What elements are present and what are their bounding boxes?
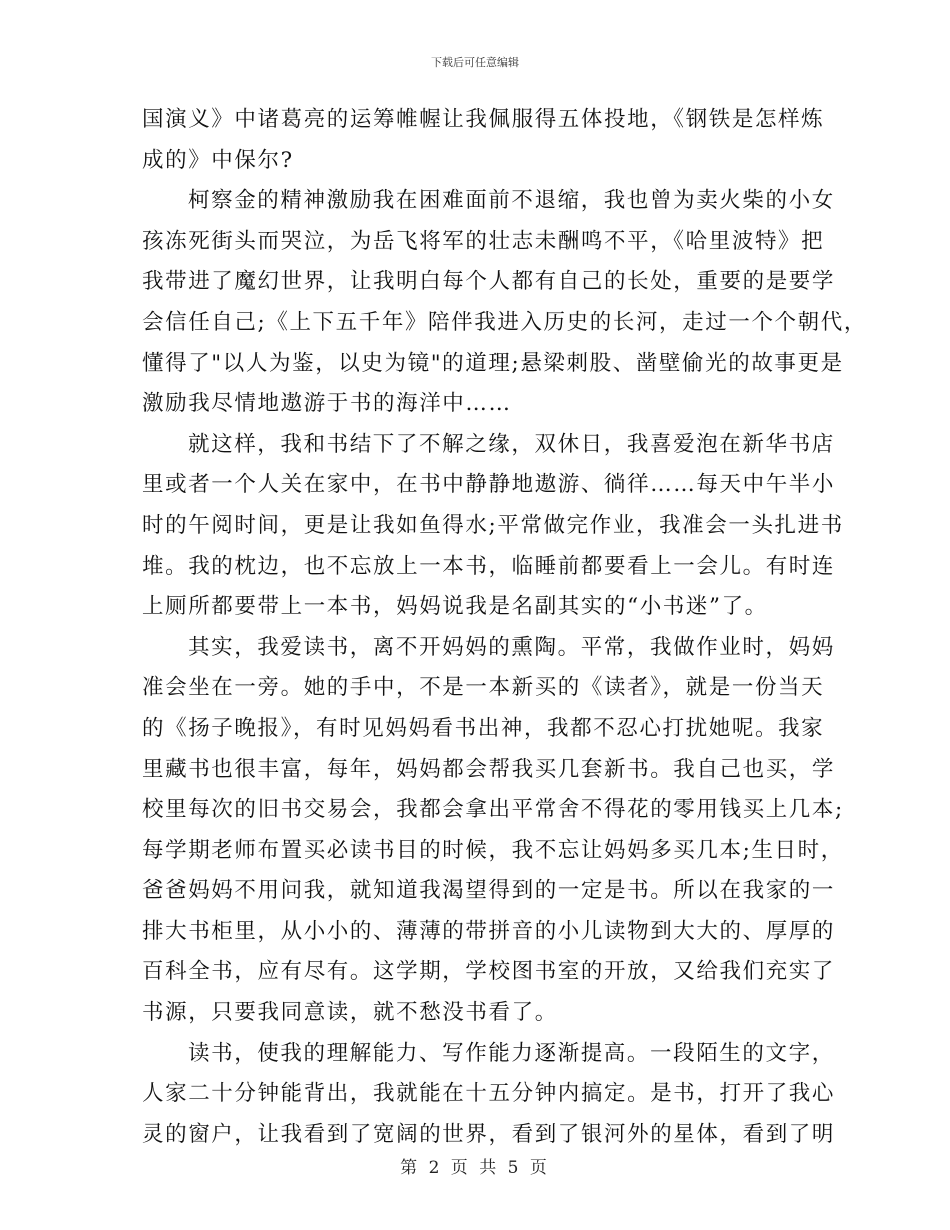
- text-line: 里或者一个人关在家中，在书中静静地遨游、徜徉……每天中午半小: [142, 472, 836, 498]
- page-number-footer: 第 2 页 共 5 页: [400, 1158, 550, 1178]
- text-line: 激励我尽情地遨游于书的海洋中……: [142, 391, 512, 417]
- text-line: 国演义》中诸葛亮的运筹帷幄让我佩服得五体投地，《钢铁是怎样炼: [142, 107, 825, 132]
- text-line: 会信任自己;《上下五千年》陪伴我进入历史的长河，走过一个个朝代，: [142, 309, 867, 335]
- text-line: 校里每次的旧书交易会，我都会拿出平常舍不得花的零用钱买上几本;: [142, 797, 844, 823]
- page-header: 下载后可任意编辑: [431, 56, 519, 69]
- text-line: 百科全书，应有尽有。这学期，学校图书室的开放，又给我们充实了: [142, 959, 836, 985]
- text-line: 懂得了"以人为鉴，以史为镜"的道理;悬梁刺股、凿壁偷光的故事更是: [142, 350, 844, 376]
- text-line: 爸爸妈妈不用问我，就知道我渴望得到的一定是书。所以在我家的一: [142, 878, 836, 904]
- text-line: 排大书柜里，从小小的、薄薄的带拼音的小儿读物到大大的、厚厚的: [142, 918, 836, 944]
- text-line: 里藏书也很丰富，每年，妈妈都会帮我买几套新书。我自己也买，学: [142, 756, 836, 782]
- text-line: 就这样，我和书结下了不解之缘，双休日，我喜爱泡在新华书店: [188, 431, 835, 457]
- text-line: 人家二十分钟能背出，我就能在十五分钟内搞定。是书，打开了我心: [142, 1081, 836, 1107]
- text-line: 成的》中保尔?: [142, 147, 294, 173]
- text-line: 上厕所都要带上一本书，妈妈说我是名副其实的“小书迷”了。: [142, 594, 768, 620]
- text-line: 孩冻死街头而哭泣，为岳飞将军的壮志未酬鸣不平，《哈里波特》把: [142, 228, 825, 254]
- text-line: 读书，使我的理解能力、写作能力逐渐提高。一段陌生的文字，: [188, 1040, 835, 1066]
- text-line: 我带进了魔幻世界，让我明白每个人都有自己的长处，重要的是要学: [142, 269, 836, 295]
- text-line: 柯察金的精神激励我在困难面前不退缩，我也曾为卖火柴的小女: [188, 188, 835, 214]
- text-line: 书源，只要我同意读，就不愁没书看了。: [142, 1000, 558, 1026]
- text-line: 灵的窗户，让我看到了宽阔的世界，看到了银河外的星体，看到了明: [142, 1121, 836, 1147]
- text-line: 的《扬子晚报》，有时见妈妈看书出神，我都不忍心打扰她呢。我家: [142, 715, 825, 741]
- text-line: 每学期老师布置买必读书目的时候，我不忘让妈妈多买几本;生日时，: [142, 837, 844, 863]
- text-line: 时的午阅时间，更是让我如鱼得水;平常做完作业，我准会一头扎进书: [142, 512, 844, 538]
- text-line: 堆。我的枕边，也不忘放上一本书，临睡前都要看上一会儿。有时连: [142, 553, 836, 579]
- document-body: [142, 100, 867, 1155]
- text-line: 其实，我爱读书，离不开妈妈的熏陶。平常，我做作业时，妈妈: [188, 634, 835, 660]
- text-line: 准会坐在一旁。她的手中，不是一本新买的《读者》，就是一份当天: [142, 675, 825, 701]
